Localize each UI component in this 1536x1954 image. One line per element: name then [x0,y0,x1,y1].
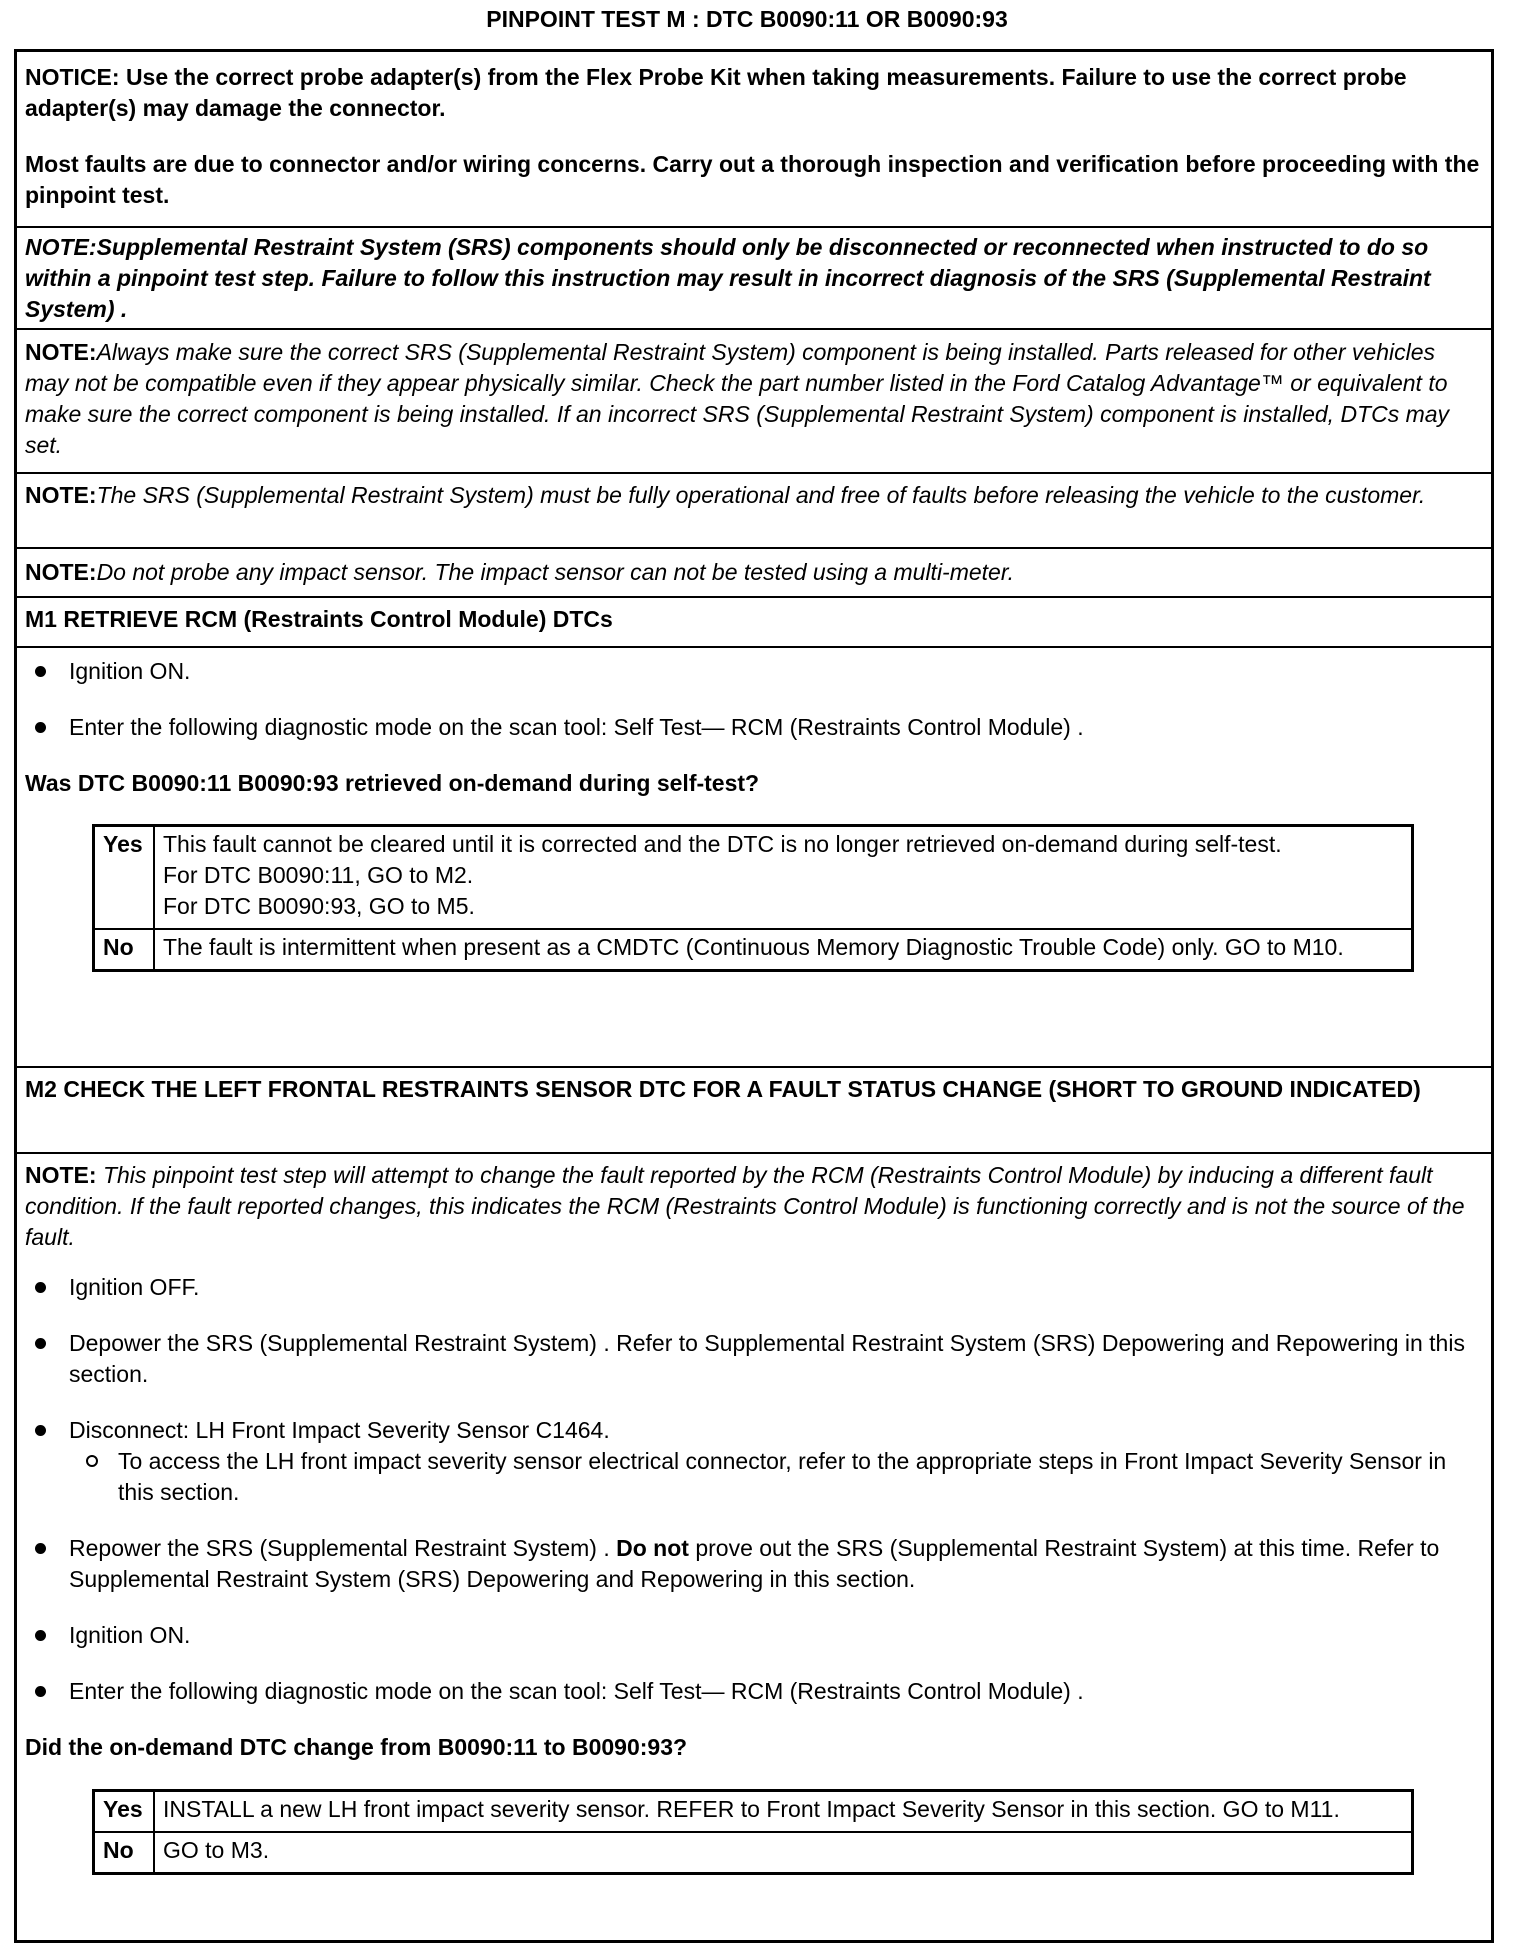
m2-step-text: Enter the following diagnostic mode on the scan tool: Self Test— RCM (Restraints Control Module) . [69,1678,1084,1704]
m2-yes-no-table [92,1789,1414,1875]
m2-step [35,1533,1471,1595]
m1-heading-text: M1 RETRIEVE RCM (Restraints Control Module) DTCs [25,606,613,632]
note-impact-sensor [17,557,1491,588]
m2-heading-text: M2 CHECK THE LEFT FRONTAL RESTRAINTS SENSOR DTC FOR A FAULT STATUS CHANGE (SHORT TO GROUND INDICATED) [25,1076,1421,1102]
yes-line: For DTC B0090:11, GO to M2. [163,862,474,888]
m2-step-text: Ignition ON. [69,1622,191,1648]
m2-step [35,1272,1471,1303]
divider [17,1066,1491,1068]
bullet-icon [35,666,46,677]
sub-bullet-icon [86,1455,98,1467]
page-title: PINPOINT TEST M : DTC B0090:11 OR B0090:93 [486,6,1008,32]
bullet-icon [35,1686,46,1697]
pinpoint-test-frame [14,49,1494,1943]
m2-step [35,1620,1471,1651]
divider [17,472,1491,474]
yes-label: Yes [94,1791,155,1833]
yes-line: This fault cannot be cleared until it is corrected and the DTC is no longer retrieved on-demand during self-test. [163,831,1282,857]
divider [17,226,1491,228]
m2-step [35,1676,1471,1707]
divider [17,596,1491,598]
bullet-icon [35,1282,46,1293]
note-text: Supplemental Restraint System (SRS) components should only be disconnected or reconnected when instructed to do so within a pinpoint test step. Failure to follow this instruction may result in incorrect diagnosis of the SRS (Supplemental Restraint System) . [25,234,1431,322]
m2-substep [86,1446,1451,1508]
m1-heading [17,604,1491,635]
bullet-icon [35,1543,46,1554]
wiring-advice: Most faults are due to connector and/or wiring concerns. Carry out a thorough inspection and verification before proceeding with the pinpoint test. [25,151,1480,208]
m2-step [35,1328,1471,1390]
note-text: The SRS (Supplemental Restraint System) must be fully operational and free of faults before releasing the vehicle to the customer. [96,482,1426,508]
bullet-icon [35,1425,46,1436]
note-label: NOTE: [25,234,97,260]
note-text: Do not probe any impact sensor. The impact sensor can not be tested using a multi-meter. [96,559,1015,585]
note-text: This pinpoint test step will attempt to change the fault reported by the RCM (Restraints Control Module) by inducing a different fault condition. If the fault reported changes, this indicates the RCM (Restraints Control Module) is functioning correctly and is not the source of the fault. [25,1162,1465,1250]
no-action: GO to M3. [154,1832,1413,1874]
yes-row [94,826,1413,930]
no-row [94,1832,1413,1874]
m1-step [35,712,1471,743]
yes-action: INSTALL a new LH front impact severity sensor. REFER to Front Impact Severity Sensor in this section. GO to M11. [154,1791,1413,1833]
note-srs-operational [17,480,1491,511]
m2-heading [17,1074,1491,1105]
m2-note [17,1160,1491,1253]
m2-step-text: Ignition OFF. [69,1274,200,1300]
bullet-icon [35,1338,46,1349]
m1-step-text: Ignition ON. [69,658,191,684]
m2-step [35,1415,1471,1446]
m1-step-text: Enter the following diagnostic mode on the scan tool: Self Test— RCM (Restraints Control Module) . [69,714,1084,740]
divider [17,646,1491,648]
m1-question [17,768,1491,799]
note-text: Always make sure the correct SRS (Supplemental Restraint System) component is being installed. Parts released for other vehicles may not be compatible even if they appear physically similar. Check the part number listed in the Ford Catalog Advantage™ or equivalent to make sure the correct component is being installed. If an incorrect SRS (Supplemental Restraint System) component is installed, DTCs may set. [25,339,1450,458]
no-label: No [94,1832,155,1874]
yes-row [94,1791,1413,1833]
note-label: NOTE: [25,339,97,365]
no-label: No [94,929,155,971]
m1-yes-no-table [92,824,1414,972]
note-correct-component [17,337,1491,461]
note-label: NOTE: [25,559,97,585]
divider [17,328,1491,330]
m2-question [17,1732,1491,1763]
divider [17,1152,1491,1154]
note-label: NOTE: [25,1162,97,1188]
m1-question-text: Was DTC B0090:11 B0090:93 retrieved on-demand during self-test? [25,770,760,796]
bullet-icon [35,1630,46,1641]
m2-step-text [69,1533,1471,1595]
no-action: The fault is intermittent when present as a CMDTC (Continuous Memory Diagnostic Trouble Code) only. GO to M10. [154,929,1413,971]
notice-text: NOTICE: Use the correct probe adapter(s) from the Flex Probe Kit when taking measurements. Failure to use the correct probe adapter(s) may damage the connector. [25,64,1407,121]
yes-label: Yes [94,826,155,930]
note-label: NOTE: [25,482,97,508]
m2-substep-text: To access the LH front impact severity sensor electrical connector, refer to the appropriate steps in Front Impact Severity Sensor in this section. [118,1448,1447,1505]
divider [17,547,1491,549]
no-row [94,929,1413,971]
m2-step-text: Disconnect: LH Front Impact Severity Sensor C1464. [69,1417,610,1443]
m2-question-text: Did the on-demand DTC change from B0090:11 to B0090:93? [25,1734,688,1760]
note-srs-disconnect [17,232,1491,325]
m2-step-text: Depower the SRS (Supplemental Restraint System) . Refer to Supplemental Restraint System (SRS) Depowering and Repowering in this section. [69,1330,1465,1387]
yes-action [154,826,1413,930]
notice-block [17,62,1491,211]
yes-line: For DTC B0090:93, GO to M5. [163,893,475,919]
bullet-icon [35,722,46,733]
step-text-part: prove out the SRS (Supplemental Restraint System) at this time. Refer to Supplemental Restraint System (SRS) Depowering and Repowering in this section. [69,1535,1440,1592]
step-text-part: Repower the SRS (Supplemental Restraint System) . [69,1535,617,1561]
step-emphasis: Do not [616,1535,689,1561]
m1-step [35,656,1471,687]
